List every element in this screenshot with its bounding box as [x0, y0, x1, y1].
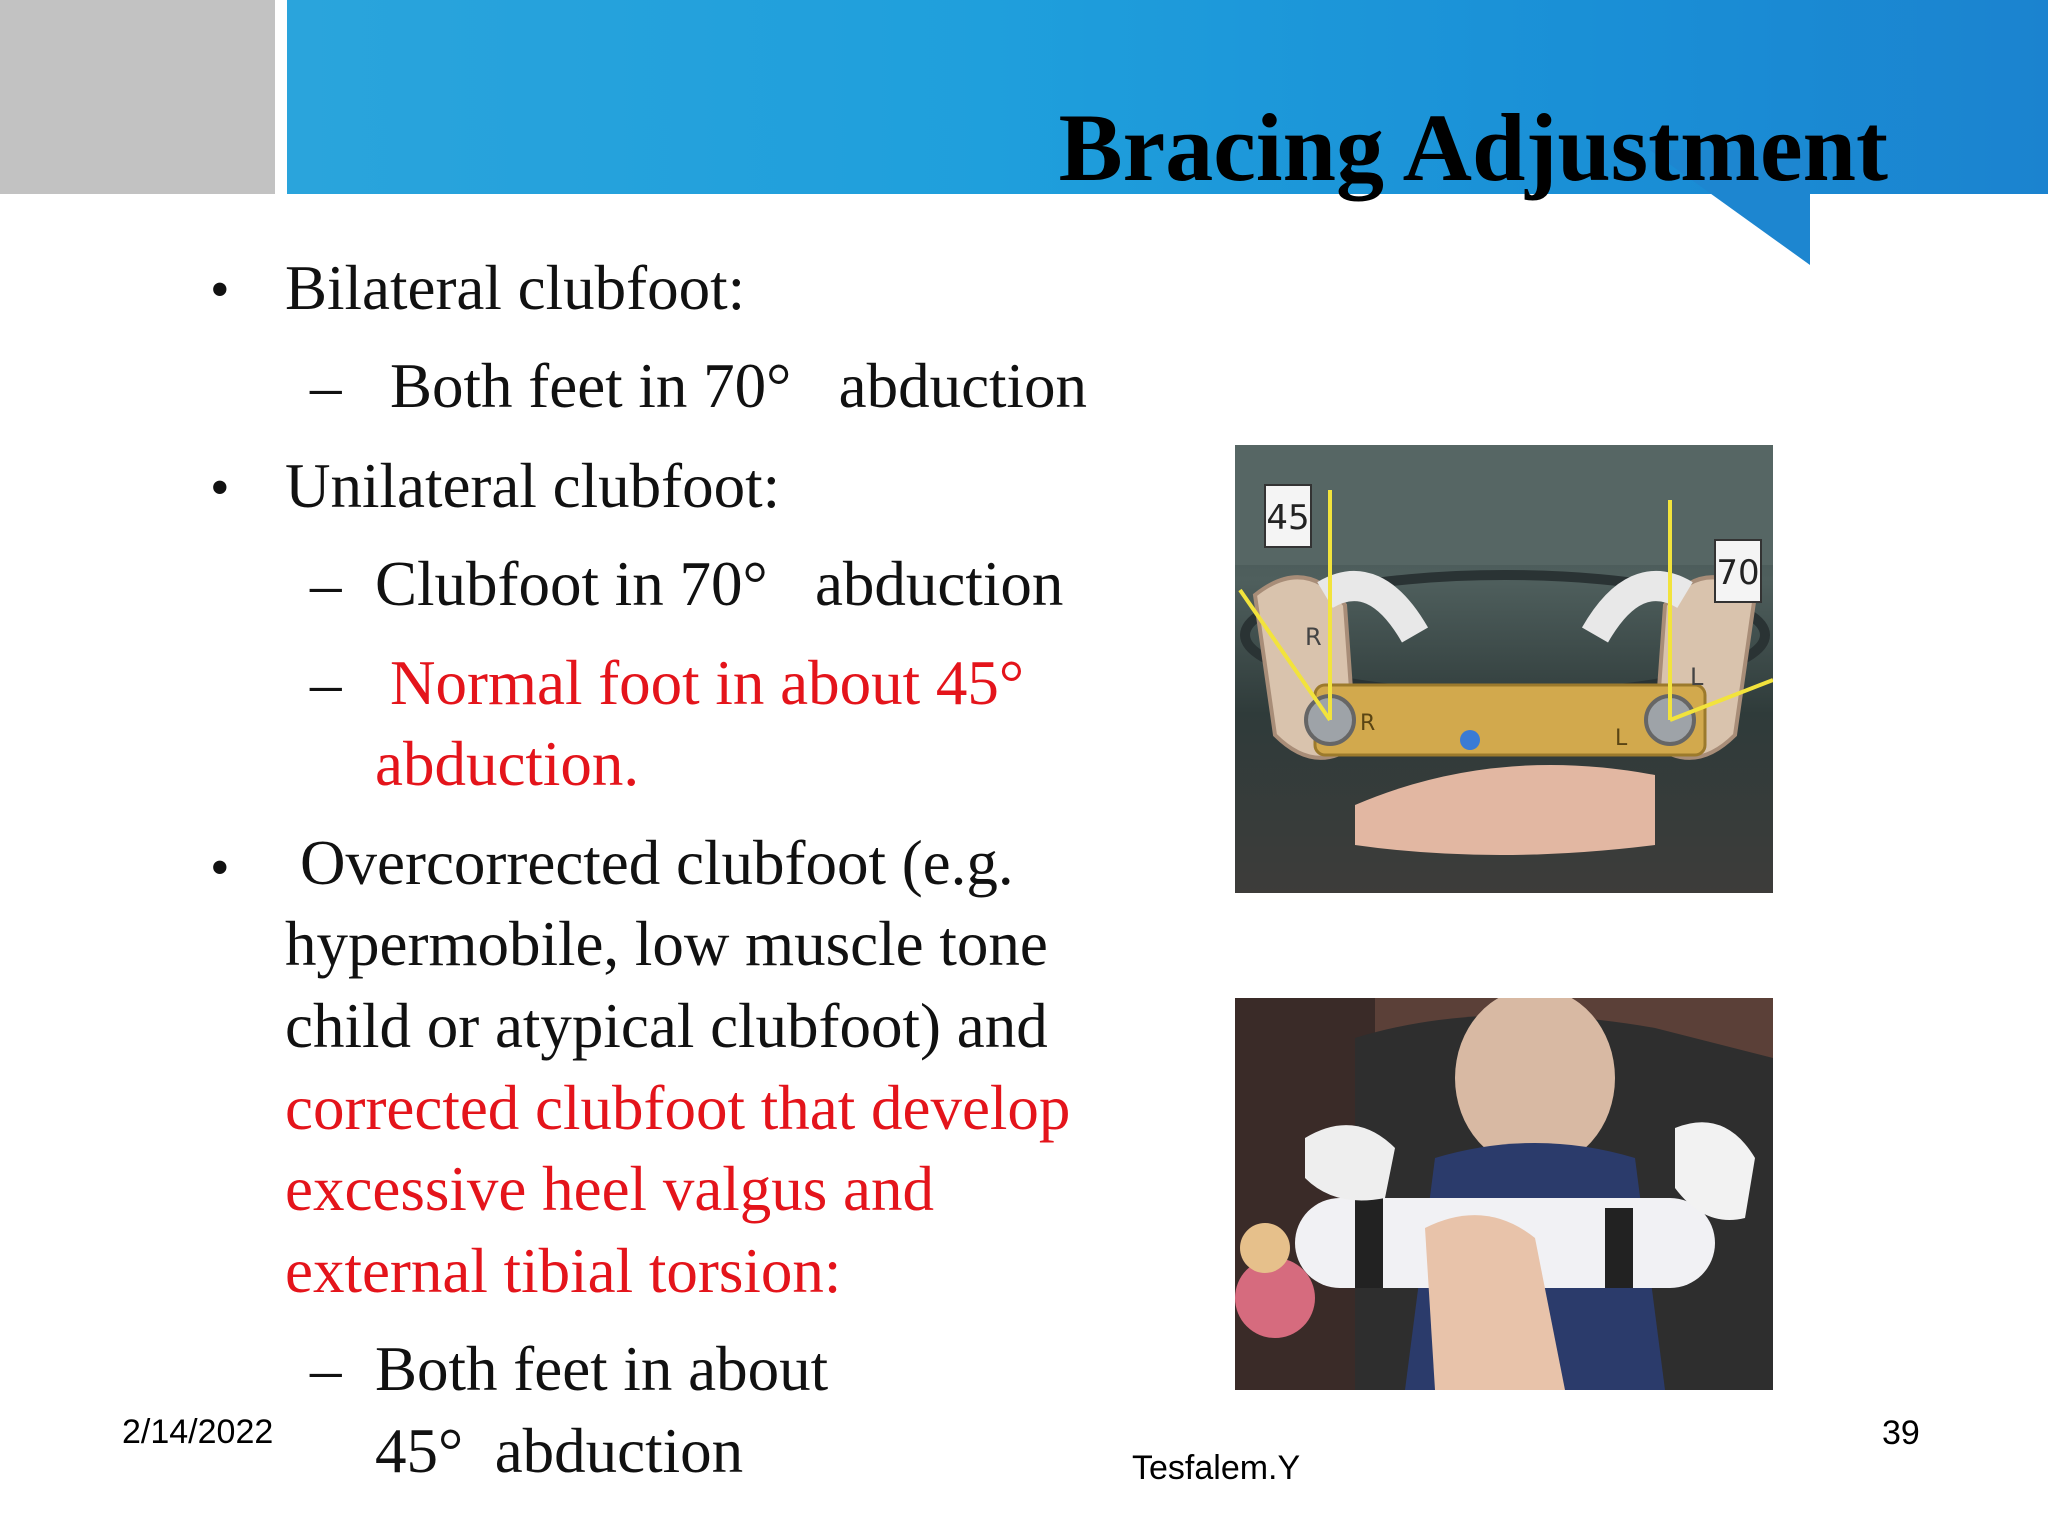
slide-title: Bracing Adjustment	[1058, 94, 1888, 201]
footer-page-number: 39	[1882, 1414, 1920, 1452]
sub-overcorrected-both-feet: Both feet in about	[375, 1334, 829, 1404]
shoe-label-right: L	[1690, 663, 1704, 691]
bar-label-right: L	[1615, 726, 1628, 751]
sub-unilateral-normal-foot: Normal foot in about 45°	[390, 648, 1025, 718]
bullet-bilateral: Bilateral clubfoot:	[285, 253, 746, 323]
child-brace-photo	[1235, 998, 1773, 1390]
dash-marker: –	[310, 549, 342, 619]
sub-unilateral-normal-foot-cont: abduction.	[375, 729, 640, 799]
angle-label-70: 70	[1716, 553, 1760, 593]
child-brace-illustration	[1235, 998, 1773, 1390]
bullet-marker: •	[210, 837, 230, 899]
brace-angle-illustration	[1235, 445, 1773, 893]
bar-label-left: R	[1360, 711, 1376, 736]
bullet-marker: •	[210, 457, 230, 519]
sub-unilateral-clubfoot: Clubfoot in 70° abduction	[375, 549, 1064, 619]
bullet-overcorrected-l2: hypermobile, low muscle tone	[285, 909, 1048, 979]
bullet-overcorrected-l3: child or atypical clubfoot) and	[285, 991, 1048, 1061]
bullet-overcorrected-l5: excessive heel valgus and	[285, 1154, 935, 1224]
bullet-unilateral: Unilateral clubfoot:	[285, 451, 781, 521]
bullet-overcorrected-l4: corrected clubfoot that develop	[285, 1073, 1071, 1143]
footer-author: Tesfalem.Y	[1132, 1449, 1301, 1487]
footer-date: 2/14/2022	[122, 1413, 274, 1451]
dash-marker: –	[310, 351, 342, 421]
dash-marker: –	[310, 1334, 342, 1404]
sub-bilateral-both-feet: Both feet in 70° abduction	[390, 351, 1088, 421]
bullet-marker: •	[210, 259, 230, 321]
bullet-overcorrected-l1: Overcorrected clubfoot (e.g.	[300, 828, 1014, 898]
dash-marker: –	[310, 648, 342, 718]
bullet-overcorrected-l6: external tibial torsion:	[285, 1236, 842, 1306]
shoe-label-left: R	[1305, 623, 1322, 651]
brace-angle-photo	[1235, 445, 1773, 893]
sub-overcorrected-both-feet-cont: 45° abduction	[375, 1416, 744, 1486]
angle-label-45: 45	[1266, 498, 1310, 538]
